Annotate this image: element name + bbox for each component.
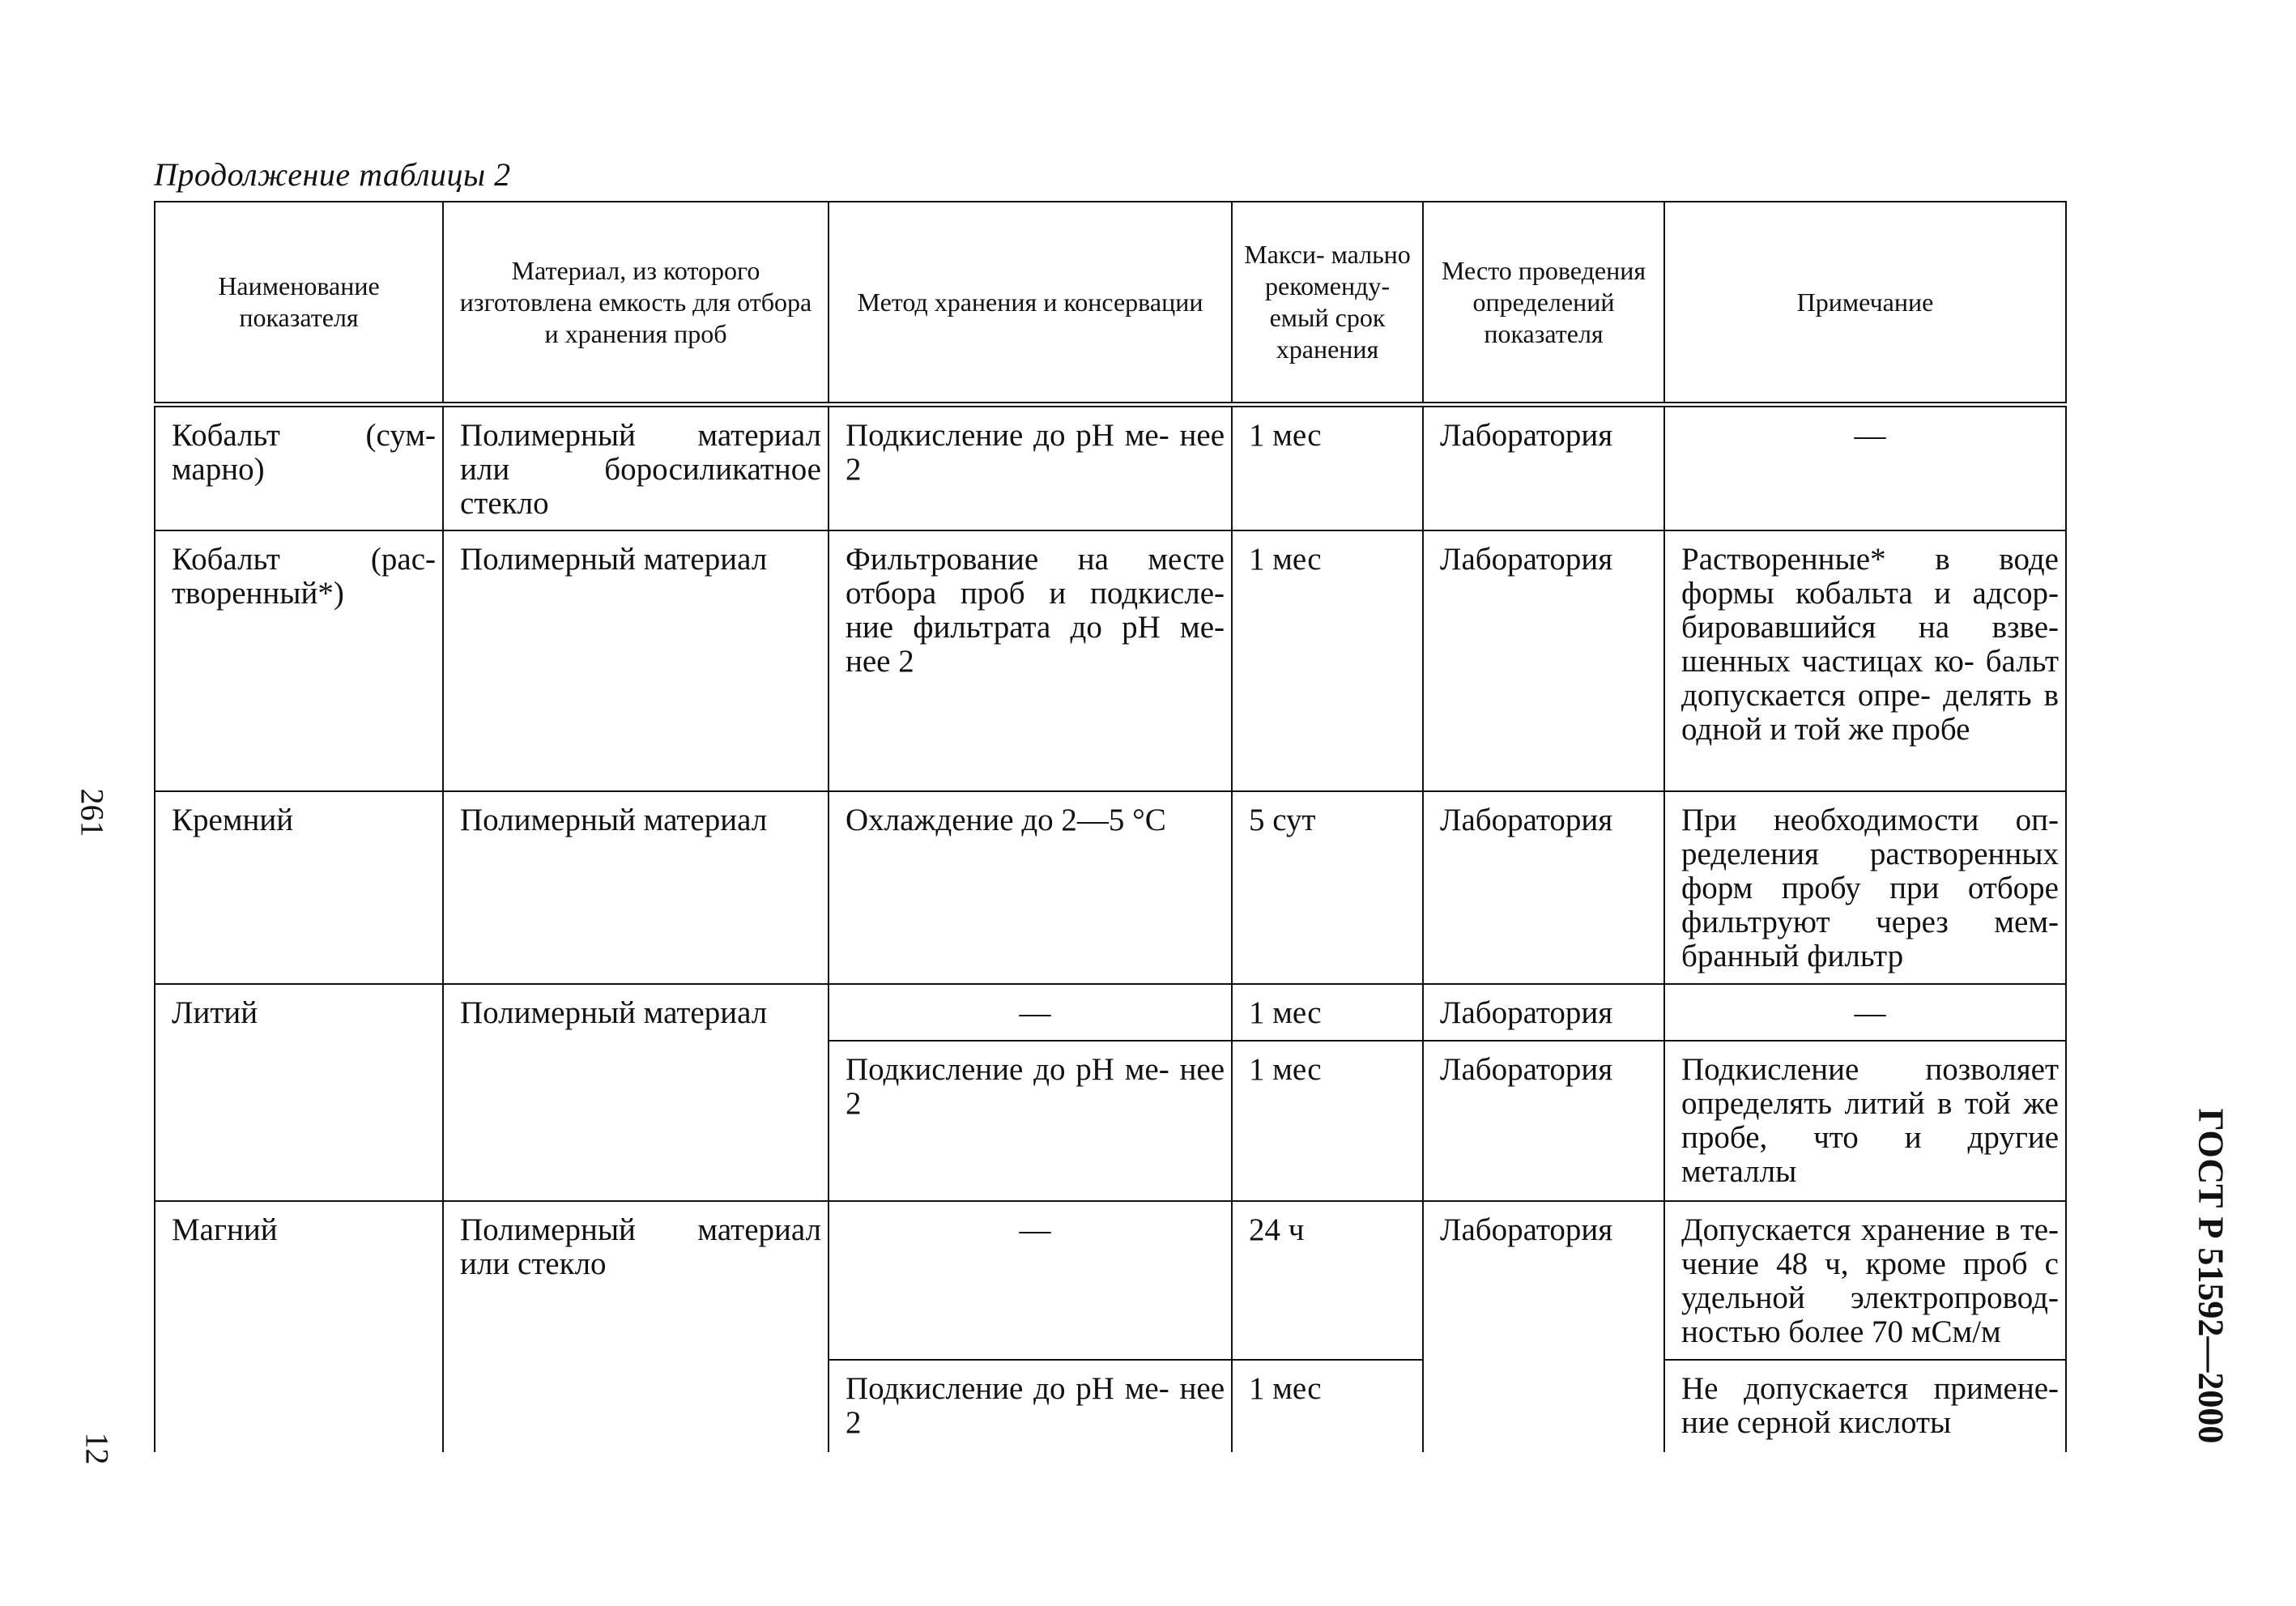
table-row bbox=[155, 1201, 2066, 1360]
cell-method: — bbox=[829, 984, 1232, 1041]
table-row bbox=[155, 530, 2066, 791]
cell-method: Подкисление до рН ме- нее 2 bbox=[829, 1360, 1232, 1452]
cell-indicator: Литий bbox=[155, 984, 443, 1201]
cell-method: Фильтрование на месте отбора проб и подкисле- ние фильтрата до рН ме- нее 2 bbox=[829, 530, 1232, 791]
cell-indicator: Магний bbox=[155, 1201, 443, 1452]
cell-indicator: Кремний bbox=[155, 791, 443, 984]
cell-note: — bbox=[1664, 405, 2066, 530]
cell-place: Лаборатория bbox=[1423, 405, 1664, 530]
table-row bbox=[155, 984, 2066, 1041]
cell-note: Не допускается примене- ние серной кислоты bbox=[1664, 1360, 2066, 1452]
cell-term: 1 мес bbox=[1232, 984, 1423, 1041]
cell-method: Подкисление до рН ме- нее 2 bbox=[829, 1041, 1232, 1201]
cell-term: 1 мес bbox=[1232, 530, 1423, 791]
cell-material: Полимерный материал bbox=[443, 984, 829, 1201]
cell-note: При необходимости оп- ределения растворенных форм пробу при отборе фильтруют через мем- бранный фильтр bbox=[1664, 791, 2066, 984]
cell-note: Допускается хранение в те- чение 48 ч, кроме проб с удельной электропровод- ностью более 70 мСм/м bbox=[1664, 1201, 2066, 1360]
standard-code: ГОСТ Р 51592—2000 bbox=[2191, 1108, 2231, 1444]
cell-place: Лаборатория bbox=[1423, 984, 1664, 1041]
cell-note: Подкисление позволяет определять литий в той же пробе, что и другие металлы bbox=[1664, 1041, 2066, 1201]
header-material: Материал, из которого изготовлена емкость для отбора и хранения проб bbox=[443, 202, 829, 405]
header-indicator: Наименование показателя bbox=[155, 202, 443, 405]
cell-place: Лаборатория bbox=[1423, 530, 1664, 791]
cell-indicator: Кобальт (сум- марно) bbox=[155, 405, 443, 530]
cell-place: Лаборатория bbox=[1423, 1201, 1664, 1452]
cell-term: 5 сут bbox=[1232, 791, 1423, 984]
cell-indicator: Кобальт (рас- творенный*) bbox=[155, 530, 443, 791]
cell-term: 24 ч bbox=[1232, 1201, 1423, 1360]
header-place: Место проведения определений показателя bbox=[1423, 202, 1664, 405]
header-row bbox=[155, 202, 2066, 405]
cell-term: 1 мес bbox=[1232, 405, 1423, 530]
header-note: Примечание bbox=[1664, 202, 2066, 405]
page-number-bottom: 12 bbox=[79, 1432, 116, 1465]
page-number-top: 261 bbox=[74, 788, 111, 837]
cell-material: Полимерный материал bbox=[443, 791, 829, 984]
cell-note: Растворенные* в воде формы кобальта и адсор- бировавшийся на взве- шенных частицах ко- бальт допускается опре- делять в одной и той же пробе bbox=[1664, 530, 2066, 791]
header-term: Макси- мально рекоменду- емый срок хранения bbox=[1232, 202, 1423, 405]
storage-table bbox=[154, 201, 2067, 1452]
cell-term: 1 мес bbox=[1232, 1041, 1423, 1201]
cell-method: Подкисление до рН ме- нее 2 bbox=[829, 405, 1232, 530]
cell-material: Полимерный материал или стекло bbox=[443, 1201, 829, 1452]
cell-material: Полимерный материал или боросиликатное стекло bbox=[443, 405, 829, 530]
cell-method: Охлаждение до 2—5 °С bbox=[829, 791, 1232, 984]
cell-material: Полимерный материал bbox=[443, 530, 829, 791]
header-method: Метод хранения и консервации bbox=[829, 202, 1232, 405]
table-caption: Продолжение таблицы 2 bbox=[154, 156, 511, 193]
cell-place: Лаборатория bbox=[1423, 791, 1664, 984]
cell-note: — bbox=[1664, 984, 2066, 1041]
cell-term: 1 мес bbox=[1232, 1360, 1423, 1452]
cell-place: Лаборатория bbox=[1423, 1041, 1664, 1201]
table-row bbox=[155, 791, 2066, 984]
table-row bbox=[155, 405, 2066, 530]
cell-method: — bbox=[829, 1201, 1232, 1360]
